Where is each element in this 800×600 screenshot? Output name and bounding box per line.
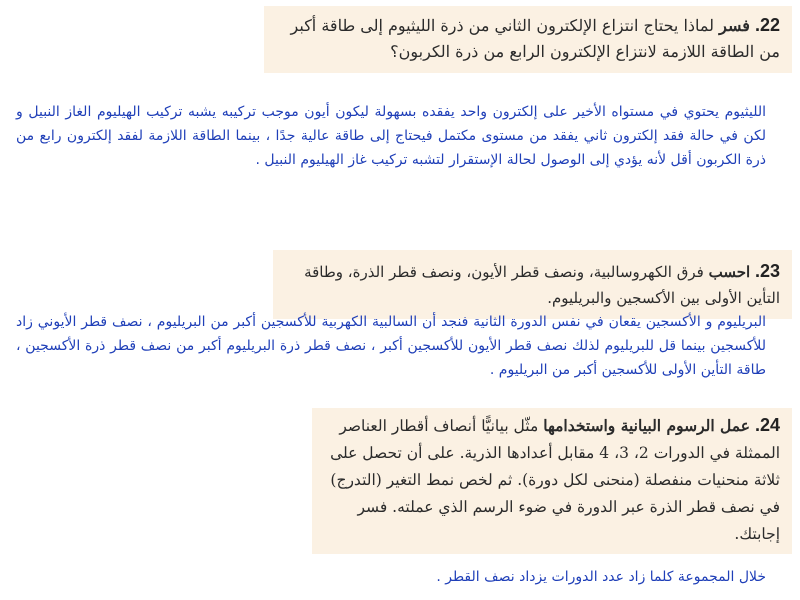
question-text: فرق الكهروسالبية، ونصف قطر الأيون، ونصف قطر الذرة، وطاقة التأين الأولى بين الأكسجين والبريليوم. [304, 263, 780, 307]
answer-22: الليثيوم يحتوي في مستواه الأخير على إلكترون واحد يفقده بسهولة ليكون أيون موجب تركيبه يشبه تركيب الهيليوم الغاز النبيل و لكن في حالة فقد إلكترون ثاني يفقد من مستوى مكتمل فيحتاج إلى طاقة عالية جدًا ، بينما الطاقة اللازمة لفقد إلكترون رابع من ذرة الكربون أقل لأنه يؤدي إلى الوصول لحالة الإستقرار لتشبه تركيب غاز الهيليوم النبيل . [16, 104, 766, 168]
question-label: عمل الرسوم البيانية واستخدامها [543, 416, 751, 435]
question-22-box [264, 6, 792, 73]
question-label: احسب [708, 263, 751, 281]
answer-23: البريليوم و الأكسجين يقعان في نفس الدورة الثانية فنجد أن السالبية الكهربية للأكسجين أكبر من البريليوم ، نصف قطر الأيوني زاد للأكسجين بينما قل للبريليوم لذلك نصف قطر الأيون للأكسجين أكبر ، نصف قطر ذرة البريليوم أكبر من نصف قطر ذرة الأكسجين ، طاقة التأين الأولى للأكسجين أكبر من البريليوم . [16, 314, 766, 378]
question-text: مثّل بيانيًّا أنصاف أقطار العناصر الممثلة في الدورات 2، 3، 4 مقابل أعدادها الذرية. على أن تحصل على ثلاثة منحنيات منفصلة (منحنى لكل دورة). ثم لخص نمط التغير (التدرج) في نصف قطر الذرة عبر الدورة في ضوء الرسم الذي عملته. فسر إجابتك. [330, 417, 780, 543]
question-number: 23. [754, 261, 780, 281]
question-label: فسر [719, 16, 750, 35]
question-23-box [273, 250, 792, 319]
question-text: لماذا يحتاج انتزاع الإلكترون الثاني من ذرة الليثيوم إلى طاقة أكبر من الطاقة اللازمة لانتزاع الإلكترون الرابع من ذرة الكربون؟ [290, 16, 780, 61]
question-24-box [312, 408, 792, 554]
question-number: 24. [754, 415, 780, 435]
question-number: 22. [754, 15, 780, 35]
answer-24: خلال المجموعة كلما زاد عدد الدورات يزداد نصف القطر . [436, 569, 766, 585]
